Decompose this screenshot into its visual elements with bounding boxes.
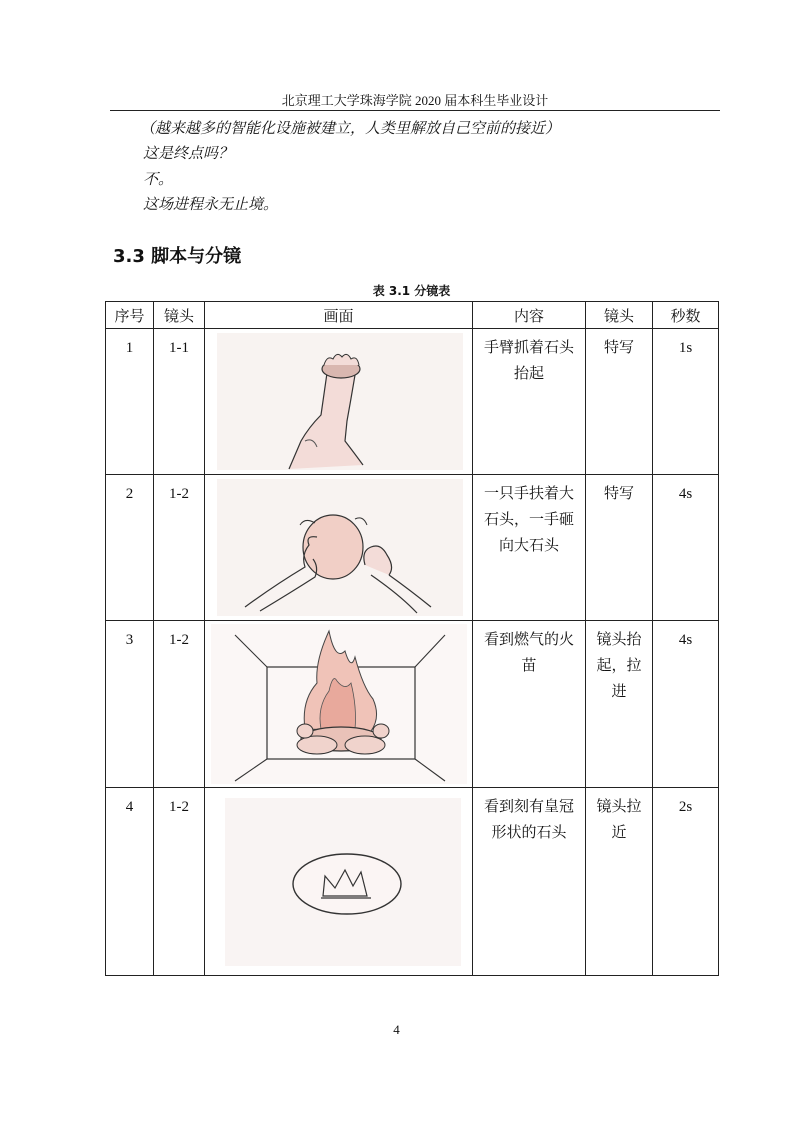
cell-number: 3 bbox=[106, 621, 154, 788]
page-header-title: 北京理工大学珠海学院 2020 届本科生毕业设计 bbox=[281, 93, 549, 108]
cell-seconds: 4s bbox=[653, 475, 719, 621]
body-line-3: 不。 bbox=[143, 172, 174, 188]
body-line-2: 这是终点吗？ bbox=[143, 146, 234, 162]
cell-seconds: 2s bbox=[653, 788, 719, 976]
header-seconds: 秒数 bbox=[653, 302, 719, 329]
header-shot: 镜头 bbox=[154, 302, 205, 329]
cell-shot: 1-2 bbox=[154, 788, 205, 976]
table-row bbox=[106, 788, 719, 976]
header-divider bbox=[110, 110, 720, 111]
storyboard-table bbox=[105, 301, 719, 976]
cell-shot: 1-2 bbox=[154, 475, 205, 621]
cell-seconds: 4s bbox=[653, 621, 719, 788]
cell-frame bbox=[205, 621, 473, 788]
cell-number: 1 bbox=[106, 329, 154, 475]
table-row bbox=[106, 621, 719, 788]
cell-camera: 镜头抬起，拉进 bbox=[586, 621, 653, 788]
cell-content: 看到刻有皇冠形状的石头 bbox=[473, 788, 586, 976]
arm-lifting-stone-sketch bbox=[205, 329, 473, 474]
table-row bbox=[106, 475, 719, 621]
header-frame: 画面 bbox=[205, 302, 473, 329]
cell-camera: 镜头拉近 bbox=[586, 788, 653, 976]
cell-frame bbox=[205, 788, 473, 976]
table-header-row bbox=[106, 302, 719, 329]
table-row bbox=[106, 329, 719, 475]
cell-shot: 1-1 bbox=[154, 329, 205, 475]
cell-content: 看到燃气的火苗 bbox=[473, 621, 586, 788]
fire-flames-sketch bbox=[205, 621, 473, 787]
body-line-1: （越来越多的智能化设施被建立，人类里解放自己空前的接近） bbox=[140, 121, 561, 137]
hands-striking-stone-sketch bbox=[205, 475, 473, 620]
cell-number: 4 bbox=[106, 788, 154, 976]
cell-content: 一只手扶着大石头，一手砸向大石头 bbox=[473, 475, 586, 621]
cell-seconds: 1s bbox=[653, 329, 719, 475]
cell-content: 手臂抓着石头抬起 bbox=[473, 329, 586, 475]
section-heading: 3.3 脚本与分镜 bbox=[113, 246, 242, 267]
table-caption: 表 3.1 分镜表 bbox=[372, 284, 451, 298]
cell-number: 2 bbox=[106, 475, 154, 621]
page-number: 4 bbox=[393, 1022, 400, 1037]
cell-camera: 特写 bbox=[586, 475, 653, 621]
header-content: 内容 bbox=[473, 302, 586, 329]
header-camera: 镜头 bbox=[586, 302, 653, 329]
header-number: 序号 bbox=[106, 302, 154, 329]
body-line-4: 这场进程永无止境。 bbox=[143, 197, 279, 213]
cell-frame bbox=[205, 329, 473, 475]
cell-camera: 特写 bbox=[586, 329, 653, 475]
cell-frame bbox=[205, 475, 473, 621]
crown-stone-sketch bbox=[205, 788, 473, 975]
cell-shot: 1-2 bbox=[154, 621, 205, 788]
